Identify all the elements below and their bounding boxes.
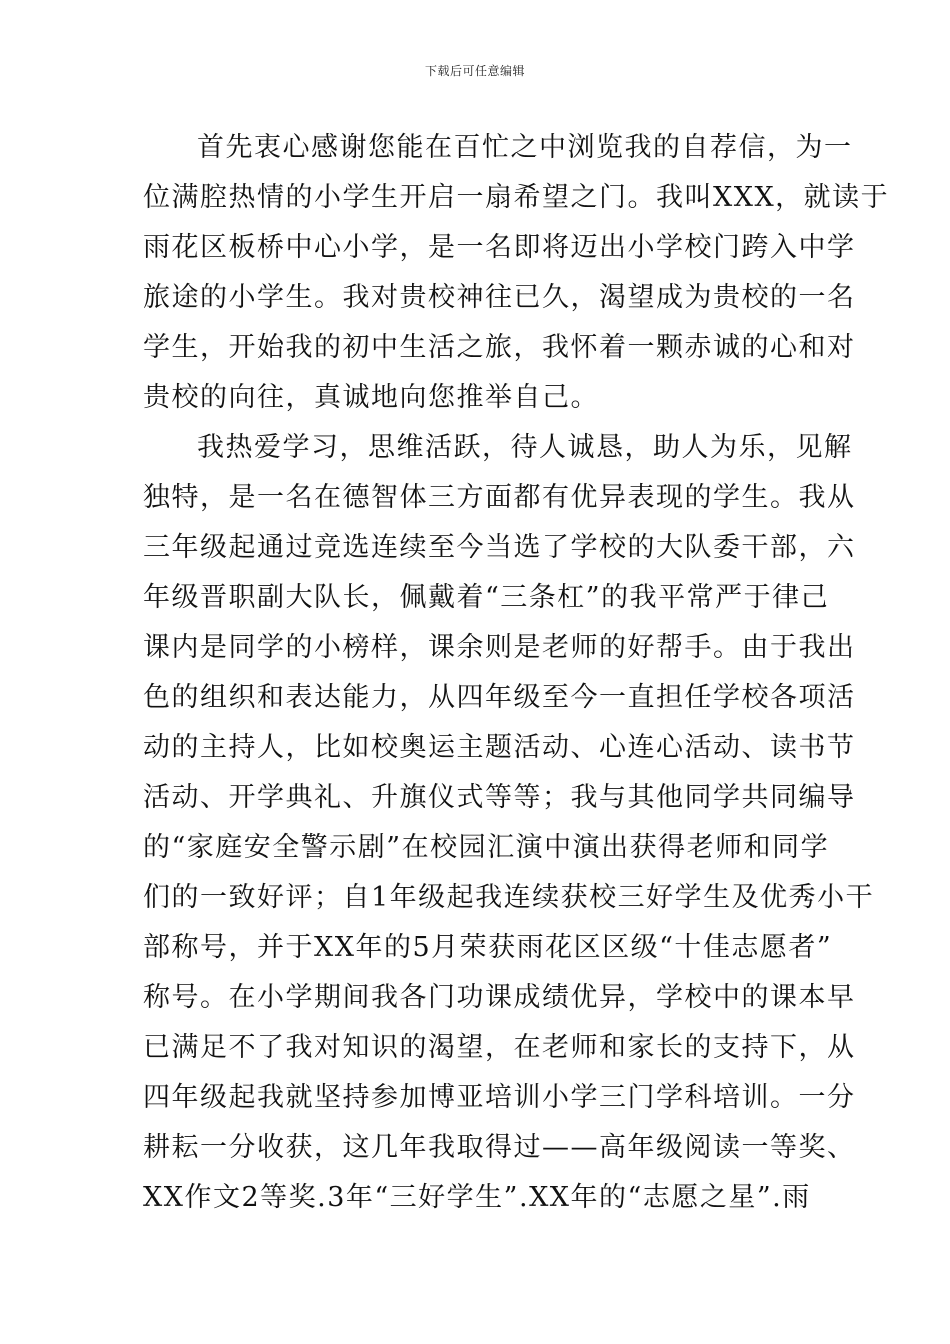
text-line: 独特，是一名在德智体三方面都有优异表现的学生。我从 — [143, 482, 856, 513]
paragraph-intro — [143, 123, 890, 423]
text-line: 活动、开学典礼、升旗仪式等等；我与其他同学共同编导 — [143, 782, 856, 813]
text-line: 首先衷心感谢您能在百忙之中浏览我的自荐信，为一 — [197, 132, 853, 163]
text-line: 课内是同学的小榜样，课余则是老师的好帮手。由于我出 — [143, 632, 856, 663]
letter-body — [143, 123, 890, 1223]
text-line: 三年级起通过竞选连续至今当选了学校的大队委干部，六 — [143, 532, 856, 563]
page-header: 下载后可任意编辑 — [424, 64, 525, 78]
text-line: 部称号，并于XX年的5月荣获雨花区区级“十佳志愿者” — [143, 932, 833, 963]
text-line: 旅途的小学生。我对贵校神往已久，渴望成为贵校的一名 — [143, 282, 856, 313]
text-line: 我热爱学习，思维活跃，待人诚恳，助人为乐，见解 — [197, 432, 853, 463]
text-line: 耕耘一分收获，这几年我取得过——高年级阅读一等奖、 — [143, 1132, 856, 1163]
text-line: 称号。在小学期间我各门功课成绩优异，学校中的课本早 — [143, 982, 856, 1013]
text-line: 动的主持人，比如校奥运主题活动、心连心活动、读书节 — [143, 732, 856, 763]
paragraph-achievements — [143, 423, 875, 1223]
text-line: 四年级起我就坚持参加博亚培训小学三门学科培训。一分 — [143, 1082, 856, 1113]
text-line: 学生，开始我的初中生活之旅，我怀着一颗赤诚的心和对 — [143, 332, 856, 363]
text-line: 的“家庭安全警示剧”在校园汇演中演出获得老师和同学 — [143, 832, 830, 863]
text-line: 色的组织和表达能力，从四年级至今一直担任学校各项活 — [143, 682, 856, 713]
text-line: XX作文2等奖.3年“三好学生”.XX年的“志愿之星”.雨 — [143, 1182, 811, 1213]
text-line: 年级晋职副大队长，佩戴着“三条杠”的我平常严于律己 — [143, 582, 830, 613]
text-line: 雨花区板桥中心小学，是一名即将迈出小学校门跨入中学 — [143, 232, 856, 263]
text-line: 贵校的向往，真诚地向您推举自己。 — [143, 382, 599, 413]
text-line: 位满腔热情的小学生开启一扇希望之门。我叫XXX，就读于 — [143, 182, 890, 213]
text-line: 已满足不了我对知识的渴望，在老师和家长的支持下，从 — [143, 1032, 856, 1063]
text-line: 们的一致好评；自1年级起我连续获校三好学生及优秀小干 — [143, 882, 875, 913]
